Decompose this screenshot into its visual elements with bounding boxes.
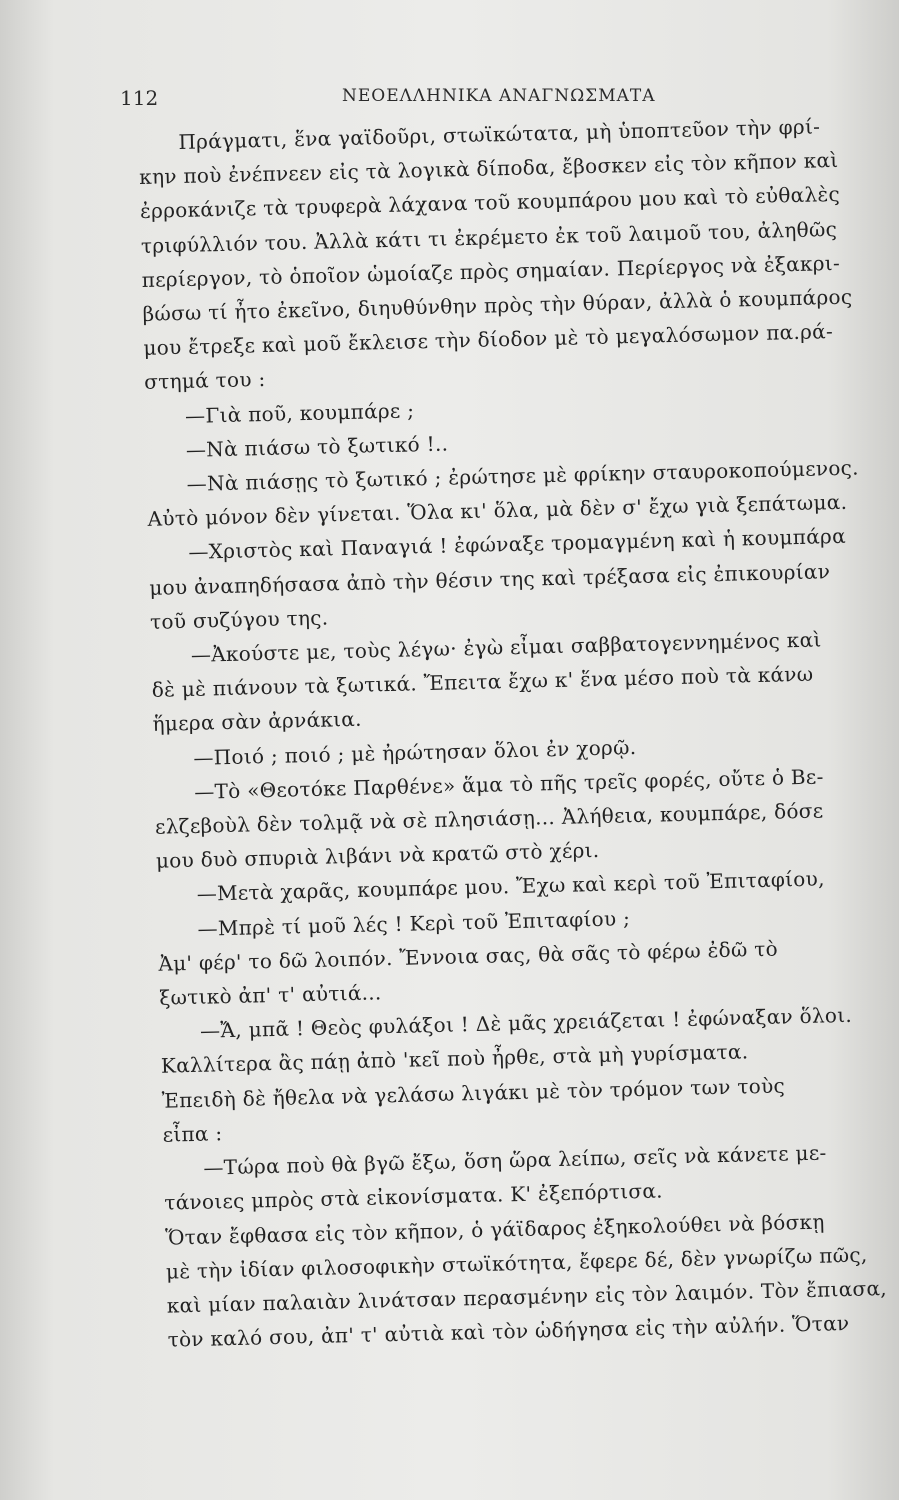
text-line: ἥμερα σὰν ἀρνάκια. — [152, 707, 363, 737]
text-line: καὶ μίαν παλαιὰν λινάτσαν περασμένην εἰς τὸν λαιμόν. Τὸν ἔπιασα, — [166, 1275, 888, 1318]
text-line: Καλλίτερα ἂς πάῃ ἀπὸ 'κεῖ ποὺ ἦρθε, στὰ μὴ γυρίσματα. — [160, 1039, 749, 1079]
text-line: Ὅταν ἔφθασα εἰς τὸν κῆπον, ὁ γάϊδαρος ἐξηκολούθει νὰ βόσκῃ — [164, 1209, 825, 1250]
text-line: ελζεβοὺλ δὲν τολμᾷ νὰ σὲ πλησιάσῃ... Ἀλήθεια, κουμπάρε, δόσε — [154, 798, 824, 839]
text-line: ξωτικὸ ἀπ' τ' αὐτιά... — [159, 980, 382, 1010]
text-line: δὲ μὲ πιάνουν τὰ ξωτικά. Ἔπειτα ἔχω κ' ἕνα μέσο ποὺ τὰ κάνω — [151, 661, 814, 703]
text-line: —Μετὰ χαρᾶς, κουμπάρε μου. Ἔχω καὶ κερὶ τοῦ Ἐπιταφίου, — [196, 866, 826, 907]
text-line: —Τὸ «Θεοτόκε Παρθένε» ἅμα τὸ πῆς τρεῖς φορές, οὔτε ὁ Βε- — [193, 764, 824, 804]
text-line: —Μπρὲ τί μοῦ λές ! Κερὶ τοῦ Ἐπιταφίου ; — [197, 905, 631, 941]
text-line: τριφύλλιόν του. Ἀλλὰ κάτι τι ἐκρέμετο ἐκ τοῦ λαιμοῦ του, ἀληθῶς — [140, 216, 838, 258]
text-line: ἐρροκάνιζε τὰ τρυφερὰ λάχανα τοῦ κουμπάρου μου καὶ τὸ εὐθαλὲς — [139, 182, 841, 224]
text-line: —Νὰ πιάσῃς τὸ ξωτικό ; ἐρώτησε μὲ φρίκην σταυροκοπούμενος. — [186, 455, 860, 496]
page-number: 112 — [120, 86, 159, 110]
text-line: βώσω τί ἦτο ἐκεῖνο, διηυθύνθην πρὸς τὴν θύραν, ἀλλὰ ὁ κουμπάρος — [142, 284, 853, 326]
text-line: —Τώρα ποὺ θὰ βγῶ ἔξω, ὅση ὥρα λείπω, σεῖς νὰ κάνετε με- — [203, 1140, 827, 1180]
text-line: τάνοιες μπρὸς στὰ εἰκονίσματα. Κ' ἐξεπόρτισα. — [164, 1178, 664, 1215]
text-line: στημά του : — [143, 367, 266, 395]
text-line: —Γιὰ ποῦ, κουμπάρε ; — [184, 397, 415, 428]
text-line: μου δυὸ σπυριὰ λιβάνι νὰ κρατῶ στὸ χέρι. — [155, 838, 600, 874]
text-line: κην ποὺ ἐνέπνεεν εἰς τὰ λογικὰ δίποδα, ἔβοσκεν εἰς τὸν κῆπον καὶ — [138, 148, 839, 190]
text-line: μου ἀναπηδήσασα ἀπὸ τὴν θέσιν της καὶ τρέξασα εἰς ἐπικουρίαν — [148, 558, 831, 600]
page-header — [120, 86, 680, 116]
text-line: μὲ τὴν ἰδίαν φιλοσοφικὴν στωϊκότητα, ἔφερε δέ, δὲν γνωρίζω πῶς, — [165, 1242, 868, 1284]
text-line: —Ἀκούστε με, τοὺς λέγω· ἐγὼ εἶμαι σαββατογεννημένος καὶ — [190, 627, 822, 667]
text-line: —Νὰ πιάσω τὸ ξωτικό !.. — [185, 431, 449, 462]
running-title: ΝΕΟΕΛΛΗΝΙΚΑ ΑΝΑΓΝΩΣΜΑΤΑ — [342, 86, 656, 106]
text-line: εἶπα : — [162, 1121, 223, 1147]
text-line: —Χριστὸς καὶ Παναγιά ! ἐφώναξε τρομαγμένη καὶ ἡ κουμπάρα — [188, 524, 847, 565]
text-line: —Ποιό ; ποιό ; μὲ ἠρώτησαν ὅλοι ἐν χορῷ. — [193, 734, 637, 770]
text-line: μου ἔτρεξε καὶ μοῦ ἔκλεισε τὴν δίοδον μὲ τὸ μεγαλόσωμον πα.ρά- — [143, 319, 834, 361]
text-line: τοῦ συζύγου της. — [149, 605, 329, 634]
text-line: Ἐπειδὴ δὲ ἤθελα νὰ γελάσω λιγάκι μὲ τὸν τρόμον των τοὺς — [161, 1073, 786, 1113]
text-line: Ἀμ' φέρ' το δῶ λοιπόν. Ἔννοια σας, θὰ σᾶς τὸ φέρω ἐδῶ τὸ — [158, 936, 779, 976]
text-line: τὸν καλό σου, ἀπ' τ' αὐτιὰ καὶ τὸν ὡδήγησα εἰς τὴν αὐλήν. Ὅταν — [167, 1311, 850, 1352]
text-line: Πράγματι, ἕνα γαϊδοῦρι, στωϊκώτατα, μὴ ὑποπτεῦον τὴν φρί- — [178, 114, 821, 155]
body-text — [138, 108, 899, 1357]
text-line: —Ἄ, μπᾶ ! Θεὸς φυλάξοι ! Δὲ μᾶς χρειάζεται ! ἐφώναξαν ὅλοι. — [199, 1003, 853, 1044]
text-line: περίεργον, τὸ ὁποῖον ὡμοίαζε πρὸς σημαίαν. Περίεργος νὰ ἐξακρι- — [141, 250, 841, 292]
text-line: Αὐτὸ μόνον δὲν γίνεται. Ὅλα κι' ὅλα, μὰ δὲν σ' ἔχω γιὰ ξεπάτωμα. — [147, 490, 848, 532]
